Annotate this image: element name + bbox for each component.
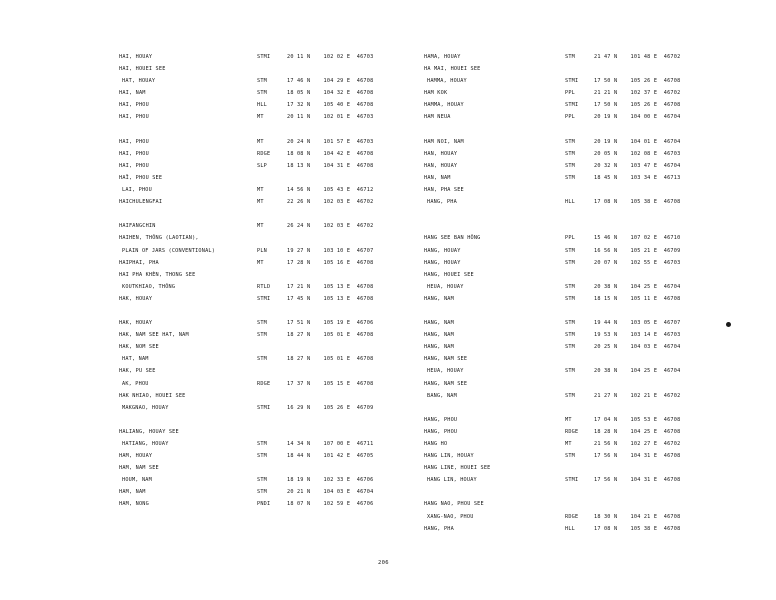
entry-feature-type: PPL [565,90,575,97]
entry-coordinates: 18 27 N 105 01 E 46708 [287,332,374,339]
gazetteer-entry [424,390,744,402]
entry-coordinates: 20 24 N 101 57 E 46703 [287,138,374,145]
gazetteer-entry [119,281,439,293]
entry-name: PLAIN OF JARS (CONVENTIONAL) [122,247,216,254]
entry-coordinates: 15 46 N 107 02 E 46710 [594,235,681,242]
entry-feature-type: STM [257,90,267,97]
entry-feature-type: MT [257,187,264,194]
entry-name: HAMA, HOUAY [424,54,461,60]
gazetteer-entry [119,196,439,208]
margin-dot [726,322,731,327]
gazetteer-entry [424,245,744,257]
gazetteer-entry [119,220,439,232]
entry-feature-type: STM [565,344,575,351]
entry-feature-type: STMI [565,102,579,109]
entry-name: HAK, PU SEE [119,368,156,375]
gazetteer-entry [424,414,744,426]
entry-feature-type: RDGE [257,150,271,157]
spacer-row [119,305,439,317]
entry-coordinates: 17 04 N 105 53 E 46708 [594,416,681,423]
entry-feature-type: STM [565,150,575,157]
gazetteer-entry [119,378,439,390]
gazetteer-entry [119,353,439,365]
entry-feature-type: STMI [257,54,271,60]
entry-name: HAT, NAM [122,356,149,363]
entry-coordinates: 20 21 N 104 03 E 46704 [287,489,374,496]
gazetteer-entry [424,511,744,523]
gazetteer-entry [424,341,744,353]
entry-name: HATIANG, HOUAY [122,441,169,447]
entry-name: HANG SEE BAN HÔNG [424,235,481,242]
entry-name: HAI, PHOU [119,162,149,169]
gazetteer-entry [119,402,439,414]
entry-name: HAK, NOM SEE [119,344,159,351]
entry-name: HANG, NAM [424,295,454,302]
entry-feature-type: MT [565,416,572,423]
gazetteer-entry [424,232,744,244]
entry-coordinates: 20 07 N 102 55 E 46703 [594,259,681,266]
gazetteer-entry [424,281,744,293]
gazetteer-entry [424,462,744,474]
entry-name: HAM NEUA [424,114,451,121]
entry-feature-type: MT [257,199,264,206]
entry-name: HAN, HOUAY [424,150,458,157]
entry-name: HAI, HOUEI SEE [119,66,166,73]
gazetteer-entry [424,523,744,535]
entry-name: HAK NHIAO, HOUEI SEE [119,392,186,399]
entry-coordinates: 18 44 N 101 42 E 46705 [287,453,374,460]
gazetteer-entry [424,51,744,63]
entry-name: HAN, NAM [424,174,451,181]
entry-coordinates: 18 15 N 105 11 E 46708 [594,295,681,302]
entry-feature-type: STM [565,295,575,302]
entry-coordinates: 18 08 N 104 42 E 46708 [287,150,374,157]
gazetteer-entry [424,474,744,486]
entry-coordinates: 19 53 N 103 14 E 46703 [594,332,681,339]
entry-coordinates: 17 21 N 105 13 E 46708 [287,283,374,290]
entry-coordinates: 20 38 N 104 25 E 46704 [594,368,681,375]
gazetteer-entry [119,148,439,160]
entry-feature-type: STM [257,332,267,339]
entry-name: HAM, NAM [119,489,146,496]
entry-name: HAI, PHOU [119,150,149,157]
entry-feature-type: MT [257,223,264,230]
entry-feature-type: STM [565,174,575,181]
spacer-row [119,208,439,220]
gazetteer-entry [119,75,439,87]
entry-name: HANG HO [424,441,448,447]
entry-name: HAM, HOUAY [119,453,153,460]
entry-name: HAMMA, HOUAY [424,102,464,109]
spacer-row [424,486,744,498]
gazetteer-entry [424,184,744,196]
gazetteer-entry [424,293,744,305]
entry-coordinates: 18 19 N 102 33 E 46706 [287,477,374,484]
spacer-row [424,305,744,317]
entry-coordinates: 18 45 N 103 34 E 46713 [594,174,681,181]
entry-feature-type: STM [565,332,575,339]
gazetteer-entry [424,426,744,438]
entry-coordinates: 17 46 N 104 29 E 46708 [287,78,374,85]
entry-coordinates: 20 19 N 104 00 E 46704 [594,114,681,121]
entry-coordinates: 22 26 N 102 03 E 46702 [287,199,374,206]
entry-name: HEUA, HOUAY [427,283,464,290]
gazetteer-entry [119,63,439,75]
entry-coordinates: 18 27 N 105 01 E 46708 [287,356,374,363]
entry-coordinates: 17 45 N 105 13 E 46708 [287,295,374,302]
right-column [424,51,744,535]
entry-coordinates: 19 44 N 103 05 E 46707 [594,320,681,327]
gazetteer-entry [119,450,439,462]
entry-coordinates: 20 11 N 102 01 E 46703 [287,114,374,121]
entry-coordinates: 18 13 N 104 31 E 46708 [287,162,374,169]
entry-name: HANG, NAM [424,320,454,327]
entry-feature-type: PLN [257,247,267,254]
entry-feature-type: STM [565,320,575,327]
entry-coordinates: 14 34 N 107 00 E 46711 [287,441,374,447]
entry-feature-type: STM [565,453,575,460]
entry-name: HAI, NAM [119,90,146,97]
gazetteer-entry [119,317,439,329]
entry-name: HANG LIN, HOUAY [427,477,477,484]
gazetteer-entry [119,172,439,184]
gazetteer-entry [119,184,439,196]
gazetteer-entry [424,87,744,99]
entry-name: HA MAI, HOUEI SEE [424,66,481,73]
entry-coordinates: 21 27 N 102 21 E 46702 [594,392,681,399]
entry-coordinates: 20 19 N 104 01 E 46704 [594,138,681,145]
entry-name: HEUA, HOUAY [427,368,464,375]
entry-coordinates: 21 21 N 102 37 E 46702 [594,90,681,97]
gazetteer-entry [424,75,744,87]
entry-coordinates: 17 08 N 105 38 E 46708 [594,525,681,532]
entry-name: HALIANG, HOUAY SEE [119,428,179,435]
spacer-row [424,208,744,220]
entry-name: HAÏ, PHOU SEE [119,174,163,181]
entry-feature-type: RTLD [257,283,271,290]
entry-feature-type: STM [257,477,267,484]
gazetteer-entry [119,99,439,111]
gazetteer-entry [424,498,744,510]
entry-name: HAI, PHOU [119,114,149,121]
entry-feature-type: HLL [565,199,575,206]
gazetteer-entry [119,269,439,281]
entry-feature-type: STMI [565,477,579,484]
entry-name: HANG, NAM SEE [424,380,468,387]
gazetteer-entry [119,438,439,450]
entry-coordinates: 19 27 N 103 10 E 46707 [287,247,374,254]
entry-name: HAIHEN, THÔNG (LAOTIAN), [119,235,199,242]
entry-name: HANG, PHA [424,525,454,532]
gazetteer-entry [119,232,439,244]
entry-feature-type: PPL [565,114,575,121]
spacer-row [424,124,744,136]
entry-feature-type: RDGE [565,513,579,520]
gazetteer-entry [424,317,744,329]
gazetteer-entry [424,172,744,184]
entry-coordinates: 16 56 N 105 21 E 46709 [594,247,681,254]
entry-name: HAI, PHOU [119,138,149,145]
entry-feature-type: HLL [257,102,267,109]
entry-feature-type: STM [565,368,575,375]
entry-coordinates: 18 30 N 104 21 E 46708 [594,513,681,520]
gazetteer-entry [119,486,439,498]
gazetteer-entry [119,498,439,510]
entry-name: AK, PHOU [122,380,149,387]
entry-name: HAMMA, HOUAY [427,78,467,85]
gazetteer-entry [119,111,439,123]
entry-name: BANG, NAM [427,392,457,399]
gazetteer-entry [119,365,439,377]
entry-name: HANG, PHA [427,199,457,206]
gazetteer-entry [119,462,439,474]
entry-name: HANG, PHOU [424,416,458,423]
gazetteer-entry [119,136,439,148]
entry-name: HANG, HOUEI SEE [424,271,474,278]
entry-coordinates: 20 05 N 102 08 E 46703 [594,150,681,157]
entry-feature-type: STM [257,489,267,496]
entry-name: MAKGNAO, HOUAY [122,404,169,411]
entry-name: HOUM, NAM [122,477,152,484]
entry-name: HANG NAO, PHOU SEE [424,501,484,508]
entry-coordinates: 20 38 N 104 25 E 46704 [594,283,681,290]
entry-coordinates: 18 05 N 104 32 E 46708 [287,90,374,97]
entry-name: HANG, NAM SEE [424,356,468,363]
spacer-row [424,220,744,232]
gazetteer-entry [424,160,744,172]
entry-feature-type: STMI [565,78,579,85]
entry-feature-type: STM [565,247,575,254]
entry-feature-type: STM [257,320,267,327]
entry-feature-type: STM [565,162,575,169]
entry-feature-type: STMI [257,295,271,302]
gazetteer-entry [424,353,744,365]
entry-feature-type: STMI [257,404,271,411]
entry-name: HAN, HOUAY [424,162,458,169]
entry-feature-type: STM [565,54,575,60]
entry-coordinates: 21 47 N 101 48 E 46702 [594,54,681,60]
entry-name: KOUTKHIAO, THÔNG [122,283,176,290]
entry-name: HAI, HOUAY [119,54,153,60]
entry-coordinates: 21 56 N 102 27 E 46702 [594,441,681,447]
entry-feature-type: MT [257,114,264,121]
entry-coordinates: 18 28 N 104 25 E 46708 [594,428,681,435]
entry-coordinates: 18 07 N 102 59 E 46706 [287,501,374,508]
gazetteer-entry [119,390,439,402]
entry-coordinates: 14 56 N 105 43 E 46712 [287,187,374,194]
gazetteer-entry [424,99,744,111]
gazetteer-entry [119,160,439,172]
entry-coordinates: 20 32 N 103 47 E 46704 [594,162,681,169]
entry-feature-type: STM [257,453,267,460]
entry-name: HAICHULENGFAI [119,199,163,206]
entry-feature-type: MT [565,441,572,447]
gazetteer-entry [424,257,744,269]
gazetteer-entry [424,438,744,450]
entry-feature-type: STM [565,259,575,266]
entry-coordinates: 20 11 N 102 02 E 46703 [287,54,374,60]
gazetteer-entry [119,245,439,257]
spacer-row [119,124,439,136]
gazetteer-entry [119,293,439,305]
entry-name: HAI PHA KHÈN, THONG SEE [119,271,196,278]
entry-coordinates: 16 29 N 105 26 E 46709 [287,404,374,411]
entry-name: HANG, HOUAY [424,247,461,254]
spacer-row [424,402,744,414]
entry-name: HANG, NAM [424,344,454,351]
entry-name: HAIFANGCHIN [119,223,156,230]
entry-coordinates: 17 32 N 105 40 E 46708 [287,102,374,109]
entry-coordinates: 17 56 N 104 31 E 46708 [594,477,681,484]
entry-name: HANG, HOUAY [424,259,461,266]
entry-name: XANG-NAO, PHOU [427,513,474,520]
entry-coordinates: 17 08 N 105 38 E 46708 [594,199,681,206]
entry-coordinates: 17 28 N 105 16 E 46708 [287,259,374,266]
gazetteer-entry [424,63,744,75]
entry-feature-type: RDGE [257,380,271,387]
gazetteer-entry [424,269,744,281]
entry-feature-type: STM [565,283,575,290]
entry-name: HANG LIN, HOUAY [424,453,474,460]
entry-name: HAT, HOUAY [122,78,156,85]
entry-feature-type: MT [257,259,264,266]
spacer-row [119,414,439,426]
entry-feature-type: PNDI [257,501,271,508]
entry-coordinates: 17 51 N 105 19 E 46706 [287,320,374,327]
entry-coordinates: 17 37 N 105 15 E 46708 [287,380,374,387]
entry-name: HAM NOI, NAM [424,138,464,145]
gazetteer-entry [119,51,439,63]
entry-feature-type: STM [257,441,267,447]
gazetteer-entry [119,426,439,438]
left-column [119,51,439,511]
gazetteer-entry [424,196,744,208]
entry-coordinates: 17 56 N 104 31 E 46708 [594,453,681,460]
entry-feature-type: MT [257,138,264,145]
entry-name: HAM KOK [424,90,448,97]
gazetteer-entry [424,329,744,341]
entry-name: HANG LINE, HOUEI SEE [424,465,491,472]
entry-name: HANG, PHOU [424,428,458,435]
entry-name: HAN, PHA SEE [424,187,464,194]
gazetteer-entry [424,378,744,390]
entry-name: HAK, NAM SEE HAT, NAM [119,332,189,339]
entry-feature-type: SLP [257,162,267,169]
entry-feature-type: STM [257,356,267,363]
entry-feature-type: STM [565,138,575,145]
entry-feature-type: STM [565,392,575,399]
entry-name: HANG, NAM [424,332,454,339]
entry-name: HAK, HOUAY [119,320,153,327]
entry-feature-type: HLL [565,525,575,532]
entry-name: LAI, PHOU [122,187,152,194]
entry-coordinates: 20 25 N 104 03 E 46704 [594,344,681,351]
gazetteer-entry [119,474,439,486]
gazetteer-entry [119,257,439,269]
entry-feature-type: STM [257,78,267,85]
gazetteer-entry [119,341,439,353]
entry-coordinates: 26 24 N 102 03 E 46702 [287,223,374,230]
page-number: 206 [378,560,389,566]
gazetteer-entry [119,329,439,341]
entry-feature-type: RDGE [565,428,579,435]
entry-name: HAM, NAM SEE [119,465,159,472]
entry-name: HAIPHAI, PHA [119,259,159,266]
entry-feature-type: PPL [565,235,575,242]
gazetteer-entry [424,450,744,462]
entry-coordinates: 17 50 N 105 26 E 46708 [594,78,681,85]
gazetteer-entry [424,111,744,123]
entry-name: HAI, PHOU [119,102,149,109]
gazetteer-entry [424,136,744,148]
gazetteer-entry [424,148,744,160]
gazetteer-entry [424,365,744,377]
entry-name: HAK, HOUAY [119,295,153,302]
gazetteer-entry [119,87,439,99]
entry-coordinates: 17 50 N 105 26 E 46708 [594,102,681,109]
entry-name: HAM, NONG [119,501,149,508]
